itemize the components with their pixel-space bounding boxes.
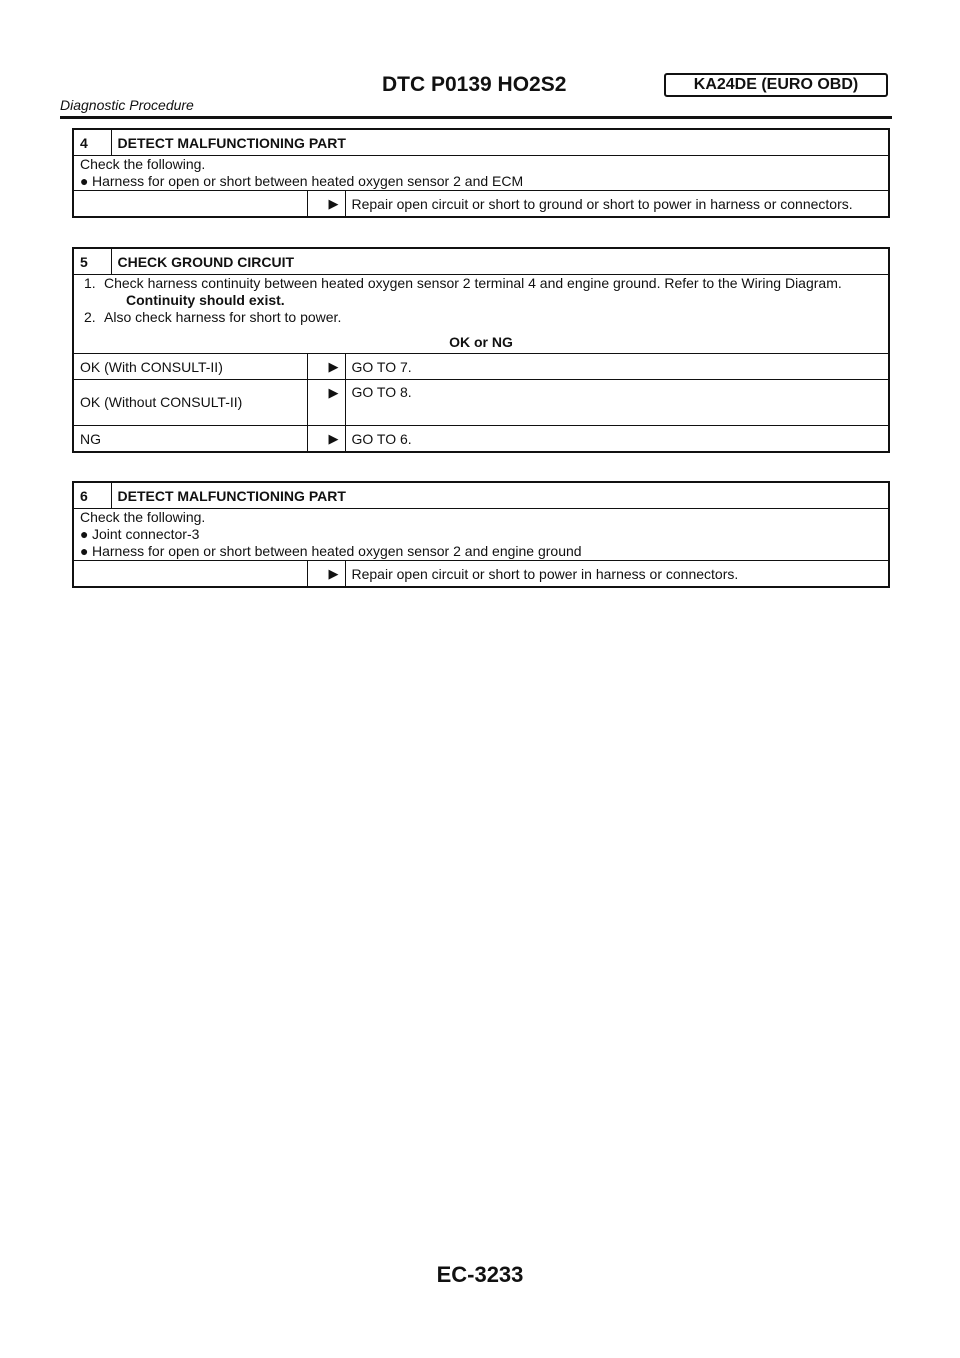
result-row — [73, 561, 889, 588]
list-item — [80, 173, 882, 190]
arrow-right-icon: ▶ — [307, 380, 345, 426]
step-intro: Check the following. — [80, 509, 206, 525]
step-4-table — [72, 128, 890, 218]
step-number: 6 — [73, 482, 111, 509]
list-item — [80, 309, 882, 326]
step-number: 5 — [73, 248, 111, 275]
step-title: DETECT MALFUNCTIONING PART — [111, 482, 889, 509]
arrow-right-icon: ▶ — [307, 191, 345, 218]
result-label: OK (With CONSULT-II) — [73, 354, 307, 380]
step-header — [73, 482, 889, 509]
result-row — [73, 380, 889, 426]
step-title: DETECT MALFUNCTIONING PART — [111, 129, 889, 156]
arrow-right-icon: ▶ — [307, 561, 345, 588]
step-5-table — [72, 247, 890, 453]
list-item — [80, 275, 882, 292]
result-action: GO TO 7. — [345, 354, 889, 380]
step-intro: Check the following. — [80, 156, 206, 172]
step-body — [73, 509, 889, 561]
result-label — [73, 561, 307, 588]
page-number: EC-3233 — [436, 1262, 524, 1287]
result-label: NG — [73, 426, 307, 453]
step-body-row — [73, 156, 889, 191]
list-item-text: Harness for open or short between heated oxygen sensor 2 and engine ground — [92, 543, 582, 559]
result-row — [73, 354, 889, 380]
list-item-text: Also check harness for short to power. — [104, 309, 342, 325]
engine-badge: KA24DE (EURO OBD) — [664, 73, 888, 97]
step-body-row — [73, 509, 889, 561]
header-divider — [60, 116, 892, 119]
result-action: GO TO 8. — [345, 380, 889, 426]
list-item-text: Harness for open or short between heated oxygen sensor 2 and ECM — [92, 173, 524, 189]
list-item-text: Joint connector-3 — [92, 526, 200, 542]
result-row — [73, 426, 889, 453]
result-action: GO TO 6. — [345, 426, 889, 453]
result-action: Repair open circuit or short to ground or short to power in harness or connectors. — [345, 191, 889, 218]
step-number: 4 — [73, 129, 111, 156]
step-6-table — [72, 481, 890, 588]
bullet-icon: ● — [80, 543, 89, 559]
step-body — [73, 156, 889, 191]
step-title: CHECK GROUND CIRCUIT — [111, 248, 889, 275]
list-item — [80, 543, 882, 560]
result-label — [73, 191, 307, 218]
decision-label: OK or NG — [449, 334, 513, 350]
bullet-icon: ● — [80, 526, 89, 542]
result-action: Repair open circuit or short to power in harness or connectors. — [345, 561, 889, 588]
result-label — [73, 380, 307, 426]
step-header — [73, 248, 889, 275]
result-label-text: OK (Without CONSULT-II) — [80, 394, 243, 410]
list-item-number: 2. — [84, 309, 96, 325]
step-body — [73, 275, 889, 354]
arrow-right-icon: ▶ — [307, 354, 345, 380]
bullet-icon: ● — [80, 173, 89, 189]
step-header — [73, 129, 889, 156]
section-subtitle: Diagnostic Procedure — [60, 97, 194, 113]
page-header — [60, 0, 892, 120]
list-item-number: 1. — [84, 275, 96, 291]
list-item-text: Check harness continuity between heated oxygen sensor 2 terminal 4 and engine ground. Refer to the Wiring Diagram. — [104, 275, 842, 291]
result-row — [73, 191, 889, 218]
expected-result: Continuity should exist. — [126, 292, 285, 308]
step-body-row — [73, 275, 889, 354]
list-item — [80, 526, 882, 543]
arrow-right-icon: ▶ — [307, 426, 345, 453]
page-title: DTC P0139 HO2S2 — [382, 73, 567, 96]
